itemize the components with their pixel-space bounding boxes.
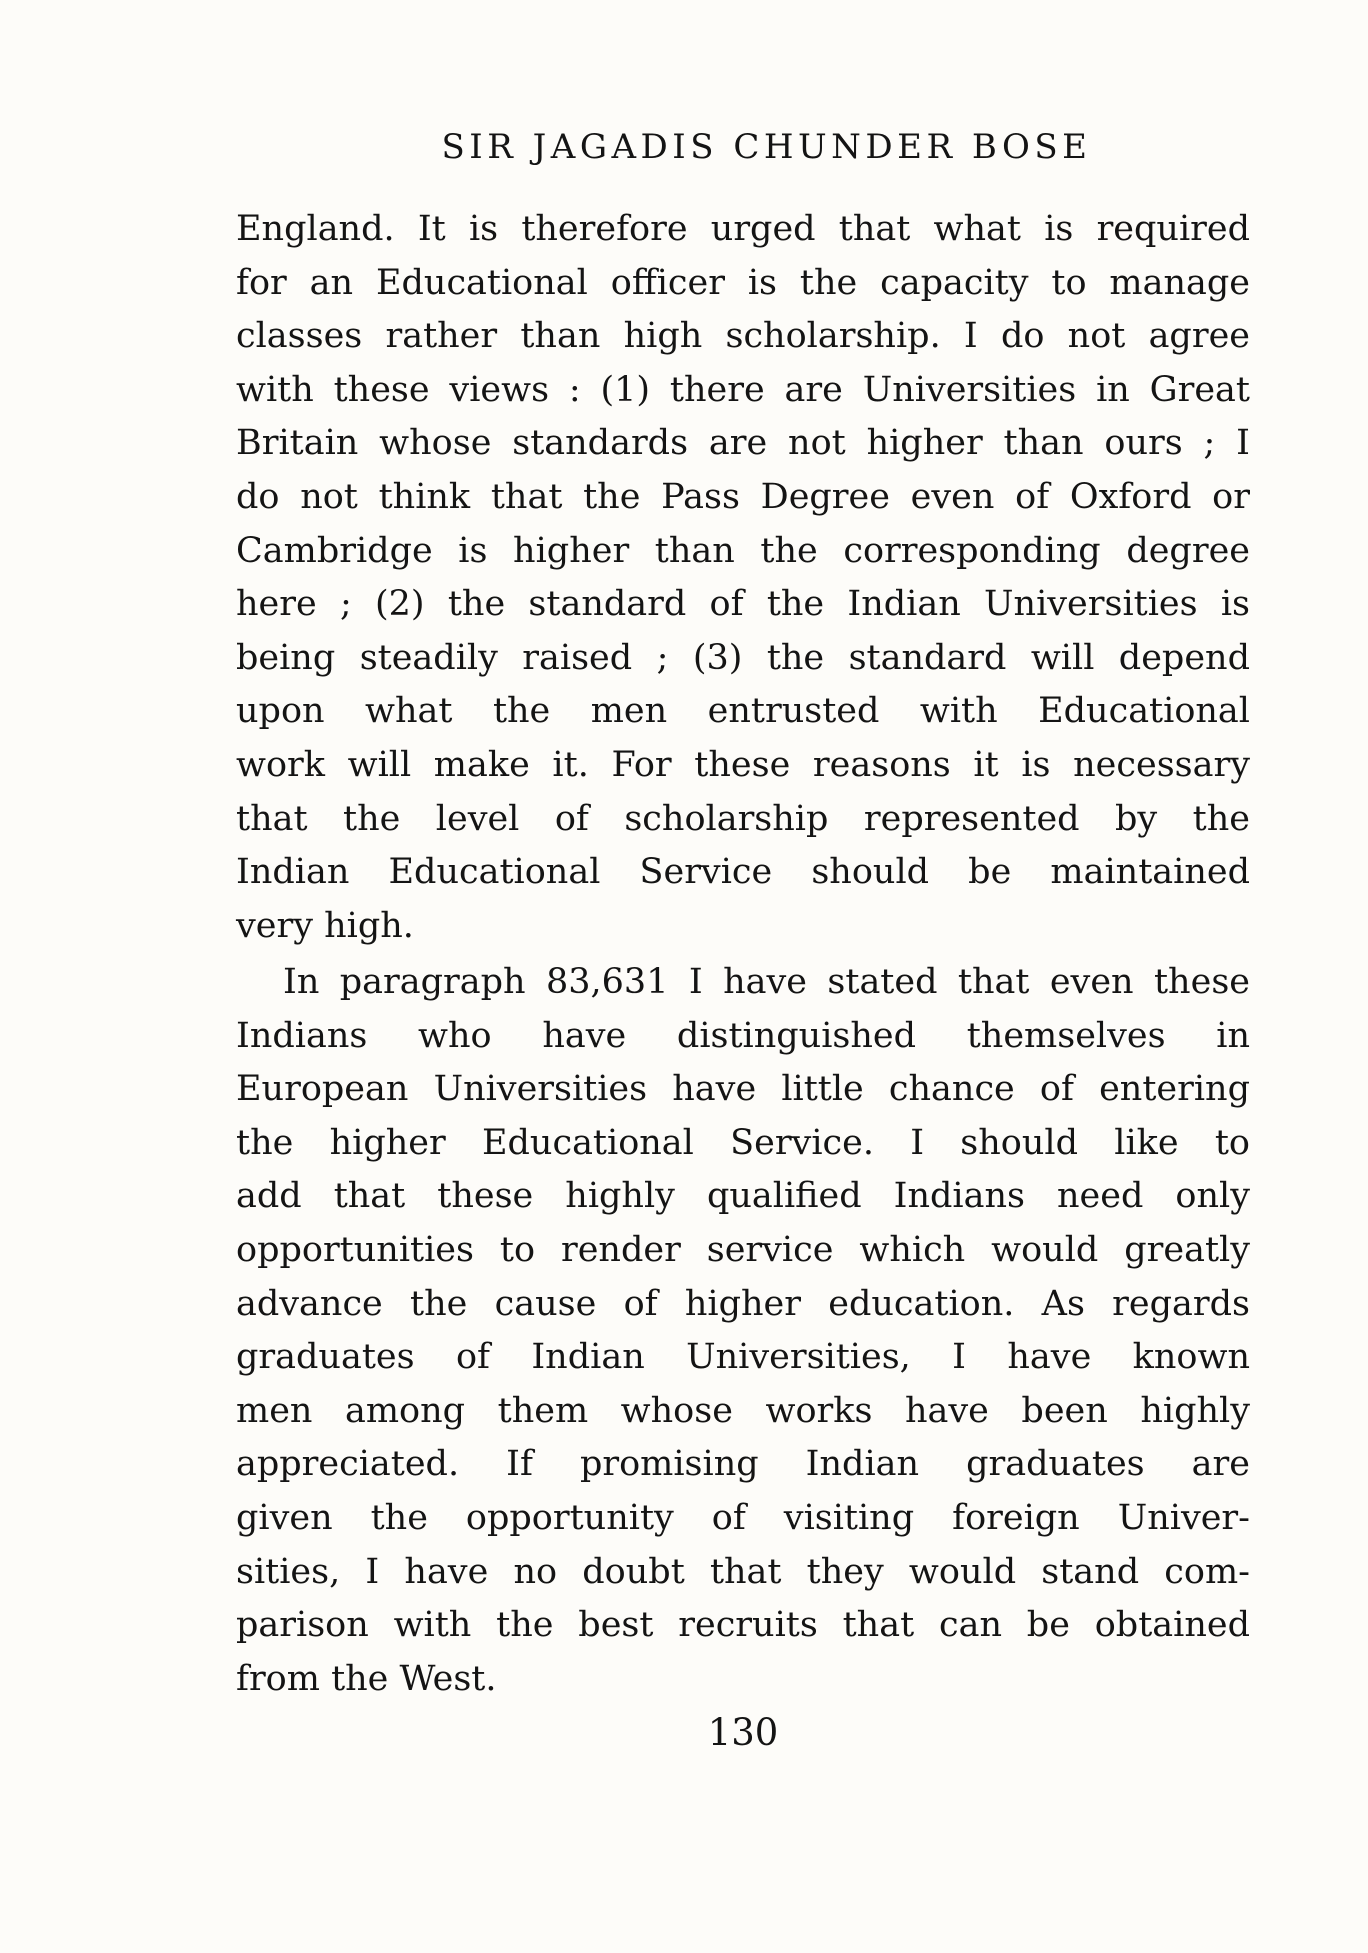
text-line: very high.	[236, 905, 414, 946]
text-line: add that these highly qualified Indians need only	[236, 1176, 1250, 1217]
text-line: sities, I have no doubt that they would stand com-	[236, 1551, 1250, 1592]
text-line: England. It is therefore urged that what is required	[236, 209, 1250, 249]
text-line: with these views : (1) there are Universities in Great	[236, 369, 1250, 410]
text-line: Cambridge is higher than the corresponding degree	[236, 530, 1250, 571]
text-line: Indians who have distinguished themselves in	[236, 1015, 1250, 1056]
text-line: advance the cause of higher education. As regards	[236, 1283, 1250, 1324]
text-line: Indian Educational Service should be maintained	[236, 852, 1250, 893]
text-line: parison with the best recruits that can be obtained	[236, 1605, 1250, 1646]
paragraph	[236, 203, 1250, 953]
page-number: 130	[707, 1711, 779, 1754]
text-line: upon what the men entrusted with Educational	[236, 691, 1250, 732]
text-line: the higher Educational Service. I should like to	[236, 1122, 1250, 1163]
text-line: European Universities have little chance of entering	[236, 1069, 1250, 1110]
text-line: being steadily raised ; (3) the standard will depend	[236, 637, 1250, 678]
text-line: work will make it. For these reasons it is necessary	[236, 744, 1250, 785]
text-line: appreciated. If promising Indian graduates are	[236, 1444, 1250, 1485]
text-line: Britain whose standards are not higher than ours ; I	[236, 423, 1250, 464]
text-line: In paragraph 83,631 I have stated that even these	[283, 962, 1250, 1002]
text-line: from the West.	[236, 1658, 497, 1699]
text-line: men among them whose works have been highly	[236, 1390, 1250, 1431]
text-line: do not think that the Pass Degree even of Oxford or	[236, 476, 1250, 517]
text-line: opportunities to render service which would greatly	[236, 1229, 1250, 1270]
text-line: here ; (2) the standard of the Indian Universities is	[236, 584, 1250, 625]
text-line: classes rather than high scholarship. I do not agree	[236, 316, 1250, 357]
running-head: SIR JAGADIS CHUNDER BOSE	[441, 127, 1092, 167]
text-line: for an Educational officer is the capacity to manage	[236, 262, 1250, 303]
text-line: graduates of Indian Universities, I have known	[236, 1337, 1250, 1378]
text-line: given the opportunity of visiting foreign Univer-	[236, 1497, 1250, 1538]
text-line: that the level of scholarship represented by the	[236, 798, 1250, 839]
paragraph	[236, 956, 1250, 1706]
